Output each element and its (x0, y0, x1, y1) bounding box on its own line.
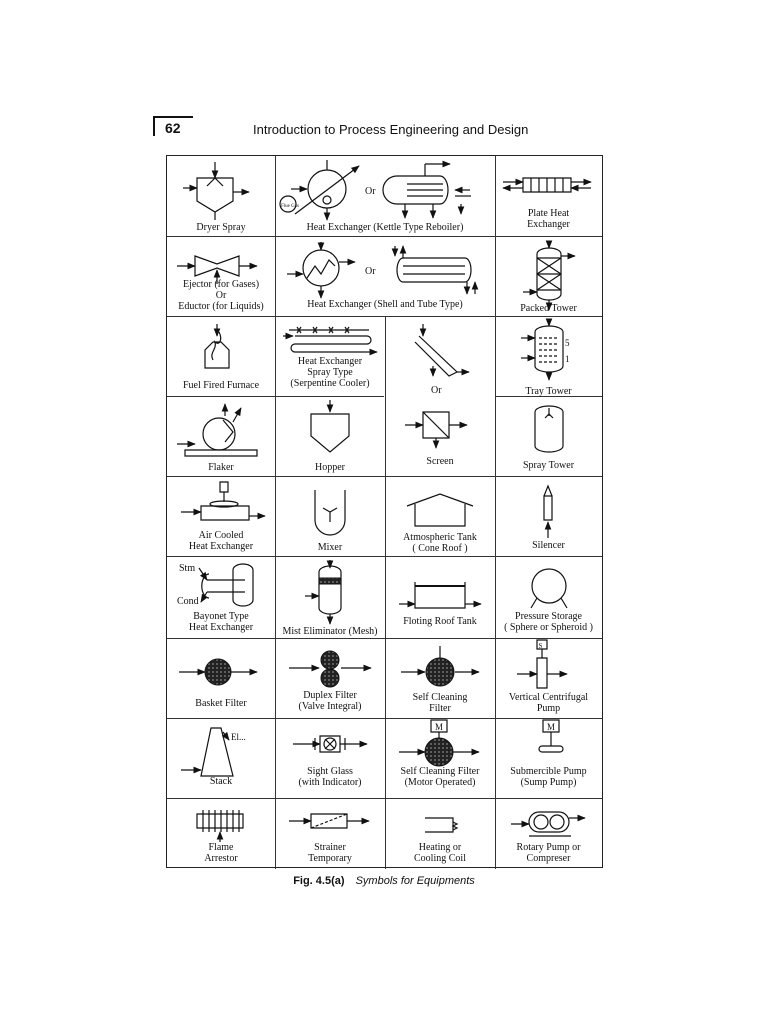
label-spray-cooler: Heat Exchanger Spray Type (Serpentine Cooler) (290, 356, 370, 389)
label-floating-roof: Floting Roof Tank (403, 616, 477, 627)
m-text-filter: M (435, 722, 444, 732)
label-atm-tank: Atmospheric Tank ( Cone Roof ) (403, 532, 477, 554)
label-heating-coil: Heating or Cooling Coil (414, 842, 466, 864)
label-screen: Screen (426, 456, 454, 467)
label-self-cleaning: Self Cleaning Filter (412, 692, 468, 714)
label-shell-tube: Heat Exchanger (Shell and Tube Type) (307, 299, 463, 310)
label-air-cooled: Air Cooled Heat Exchanger (188, 530, 254, 552)
tray-tower-icon (495, 316, 603, 396)
label-mixer: Mixer (317, 542, 343, 553)
label-kettle-reboiler: Heat Exchanger (Kettle Type Reboiler) (306, 222, 464, 233)
stm-text: Stm (179, 563, 196, 574)
page-number (153, 116, 193, 136)
label-silencer: Silencer (532, 540, 565, 551)
label-strainer: Strainer Temporary (308, 842, 352, 864)
label-sight-glass: Sight Glass (with Indicator) (298, 766, 362, 788)
figure-caption (0, 875, 768, 887)
el-text: El... (231, 732, 246, 742)
label-motor-filter: Self Cleaning Filter (Motor Operated) (400, 766, 480, 788)
label-dryer-spray: Dryer Spray (196, 222, 246, 233)
label-flaker: Flaker (208, 462, 234, 473)
m-text-pump: M (547, 722, 556, 732)
s-text: S (538, 642, 543, 650)
label-ejector: Ejector (for Gases) Or Eductor (for Liquids) (178, 279, 264, 312)
page-number-text: 62 (165, 120, 181, 136)
label-vertical-pump: Vertical Centrifugal Pump (508, 692, 589, 714)
label-pressure-storage: Pressure Storage ( Sphere or Spheroid ) (504, 611, 593, 633)
flue-gas-text: Flue Gas (281, 204, 299, 209)
label-stack: Stack (209, 776, 233, 787)
label-rotary-pump: Rotary Pump or Compreser (516, 842, 581, 864)
figure-caption-text: Symbols for Equipments (355, 875, 475, 887)
running-title: Introduction to Process Engineering and Design (253, 122, 529, 137)
or-screen: Or (431, 385, 442, 396)
label-flame-arrestor: Flame Arrestor (204, 842, 238, 864)
label-mist-eliminator: Mist Eliminator (Mesh) (282, 626, 378, 637)
figure-label: Fig. 4.5(a) (293, 875, 345, 887)
label-tray-tower: Tray Tower (525, 386, 572, 397)
label-hopper: Hopper (315, 462, 345, 473)
label-duplex-filter: Duplex Filter (Valve Integral) (298, 690, 362, 712)
label-spray-tower: Spray Tower (522, 460, 575, 471)
label-submersible: Submercible Pump (Sump Pump) (510, 766, 587, 788)
symbols-table (166, 155, 603, 868)
label-bayonet: Bayonet Type Heat Exchanger (188, 611, 254, 633)
tray-5-text: 5 (565, 338, 570, 348)
tray-1-text: 1 (565, 354, 570, 364)
label-fuel-furnace: Fuel Fired Furnace (182, 380, 260, 391)
label-plate-heat: Plate Heat Exchanger (527, 208, 570, 230)
or-shell-tube: Or (365, 266, 376, 277)
screen-icon (385, 316, 495, 476)
or-kettle: Or (365, 186, 376, 197)
label-packed-tower: Packed Tower (520, 303, 577, 314)
label-basket-filter: Basket Filter (195, 698, 247, 709)
cond-text: Cond (177, 596, 199, 607)
